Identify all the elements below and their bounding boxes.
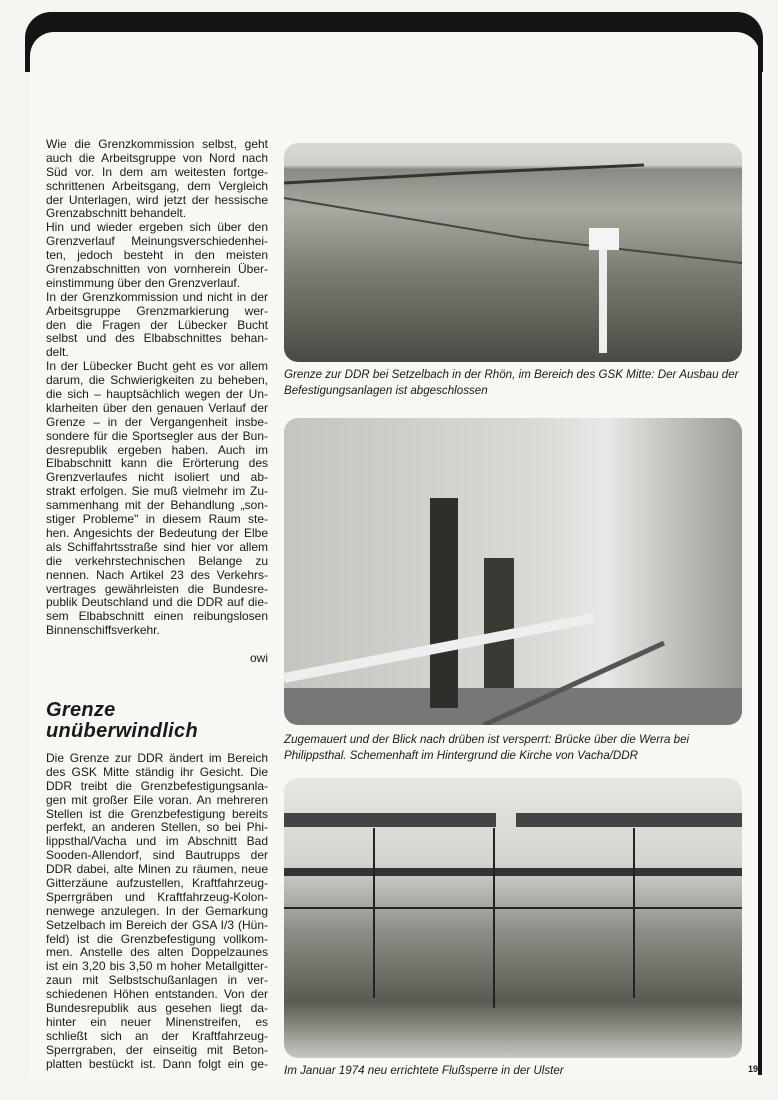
text-line: als Schiffahrtsstraße sind hier vor allem — [46, 539, 268, 554]
text-line: klarheiten über den genauen Verlauf der — [46, 400, 268, 415]
text-line: sammenhang mit der Behandlung „son- — [46, 498, 268, 513]
text-line: schiedenen Höhen entstanden. Von der — [46, 987, 268, 1002]
text-line: Süd vor. In dem am weitesten fortge- — [46, 164, 268, 179]
text-line: nenwege anzulegen. In der Gemarkung — [46, 903, 268, 918]
photo-caption: Zugemauert und der Blick nach drüben ist versperrt: Brücke über die Werra bei Philippsthal. Schemenhaft im Hintergrund die Kirche von Vacha/DDR — [284, 733, 690, 762]
text-line: platten bestückt ist. Dann folgt ein ge- — [46, 1056, 268, 1071]
heading-line: Grenze — [46, 699, 116, 721]
fence-illustration — [284, 143, 742, 362]
text-line: sondere für die Sportsegler aus der Bun- — [46, 428, 268, 443]
text-line: hen. Angesichts der Bedeutung der Elbe — [46, 525, 268, 540]
text-line: lippsthal/Vacha und im Abschnitt Bad — [46, 834, 268, 849]
photo-caption: Im Januar 1974 neu errichtete Flußsperre in der Ulster — [284, 1064, 564, 1077]
author-signature: owi — [249, 650, 268, 665]
text-line: perfekt, an anderen Stellen, so bei Phi- — [46, 820, 268, 835]
text-line: schrittenen Arbeitsgang, dem Vergleich — [46, 178, 268, 193]
photo-caption: Grenze zur DDR bei Setzelbach in der Rhön, im Bereich des GSK Mitte: Der Ausbau der Befestigungsanlagen ist abgeschlossen — [284, 368, 739, 397]
text-line: ten, jedoch besteht in den meisten — [46, 248, 268, 263]
page-frame-right — [758, 40, 762, 1075]
text-line: Stellen ist die Grenzbefestigung bereits — [46, 806, 268, 821]
text-line: die sich – hauptsächlich wegen der Un- — [46, 387, 268, 402]
text-line: strakt erfolgen. Sie muß vielmehr im Zu- — [46, 484, 268, 499]
text-line: Elbabschnitt kann die Erörterung des — [46, 456, 268, 471]
text-line: delt. — [46, 345, 69, 360]
text-line: auch die Arbeitsgruppe von Nord nach — [46, 150, 268, 165]
text-line: vertrages gewährleisten die Bundesre- — [46, 581, 268, 596]
text-line: darum, die Schwierigkeiten zu beheben, — [46, 373, 268, 388]
text-line: hinter ein neuer Minenstreifen, es — [46, 1014, 268, 1029]
text-line: einstimmung über den Grenzverlauf. — [46, 275, 241, 290]
text-line: Gitterzäune aufzustellen, Kraftfahrzeug- — [46, 876, 268, 891]
spacer — [46, 638, 268, 652]
text-line: der Unterlagen, wird jetzt der hessische — [46, 192, 268, 207]
text-line: Sooden-Allendorf, sind Bautrupps der — [46, 848, 268, 863]
text-line: desrepublik ergeben haben. Auch im — [46, 442, 268, 457]
text-line: Hin und wieder ergeben sich über den — [46, 220, 268, 235]
text-line: Bundesrepublik aus gesehen liegt da- — [46, 1001, 268, 1016]
text-line: DDR dabei, alte Minen zu räumen, neue — [46, 862, 268, 877]
photo-werra-bridge-wall — [284, 418, 742, 725]
article-heading — [46, 700, 198, 742]
wall-barrier-illustration — [284, 418, 742, 725]
text-line: Sperrgraben, der einseitig mit Beton- — [46, 1042, 268, 1057]
text-line: gen mit großer Eile voran. An mehreren — [46, 792, 268, 807]
text-line: Grenzabschnitten von vornherein Über- — [46, 262, 268, 277]
article-text-column — [46, 138, 268, 666]
article-body — [46, 752, 268, 1071]
text-line: stiger Probleme" in diesem Raum ste- — [46, 512, 268, 527]
text-line: Sperrgräben und Kraftfahrzeug-Kolon- — [46, 889, 268, 904]
text-line: den die Fragen der Lübecker Bucht — [46, 317, 268, 332]
text-line: Grenze – in der Vergangenheit insbe- — [46, 414, 268, 429]
text-line: Grenzverlaufes nicht isoliert und ab- — [46, 470, 268, 485]
text-line: Wie die Grenzkommission selbst, geht — [46, 137, 268, 151]
text-line: selbst und des Elbabschnittes behan- — [46, 331, 268, 346]
text-line: In der Grenzkommission und nicht in der — [46, 289, 268, 304]
text-line: nennen. Nach Artikel 23 des Verkehrs- — [46, 567, 268, 582]
text-line: schließt sich an der Kraftfahrzeug- — [46, 1028, 268, 1043]
text-line: Setzelbach im Bereich der GSA I/3 (Hün- — [46, 917, 268, 932]
text-line: zaun mit Selbstschußanlagen in ver- — [46, 973, 268, 988]
text-line: Binnenschiffsverkehr. — [46, 623, 160, 638]
text-line: men. Anstelle des alten Doppelzaunes — [46, 945, 268, 960]
text-line: Die Grenze zur DDR ändert im Bereich — [46, 751, 268, 765]
text-line: Grenzabschnitt behandelt. — [46, 206, 187, 221]
river-barrier-illustration — [284, 778, 742, 1058]
text-line: sem Elbabschnitt einen reibungslosen — [46, 609, 268, 624]
text-line: In der Lübecker Bucht geht es vor allem — [46, 359, 268, 374]
text-line: feld) ist die Grenzbefestigung vollkom- — [46, 931, 268, 946]
text-line: ist ein 3,20 bis 3,50 m hoher Metallgitter- — [46, 959, 268, 974]
text-line: Grenzverlauf Meinungsverschiedenhei- — [46, 234, 268, 249]
heading-line: unüberwindlich — [46, 720, 198, 742]
page-number: 19 — [748, 1064, 759, 1074]
text-line: publik Deutschland und die DDR auf die- — [46, 595, 268, 610]
text-line: DDR treibt die Grenzbefestigungsanla- — [46, 778, 268, 793]
text-line: Arbeitsgruppe Grenzmarkierung wer- — [46, 303, 268, 318]
photo-border-fence-setzelbach — [284, 143, 742, 362]
text-line: die verkehrstechnischen Belange zu — [46, 553, 268, 568]
text-line: des GSK Mitte ständig ihr Gesicht. Die — [46, 764, 268, 779]
photo-ulster-river-barrier — [284, 778, 742, 1058]
